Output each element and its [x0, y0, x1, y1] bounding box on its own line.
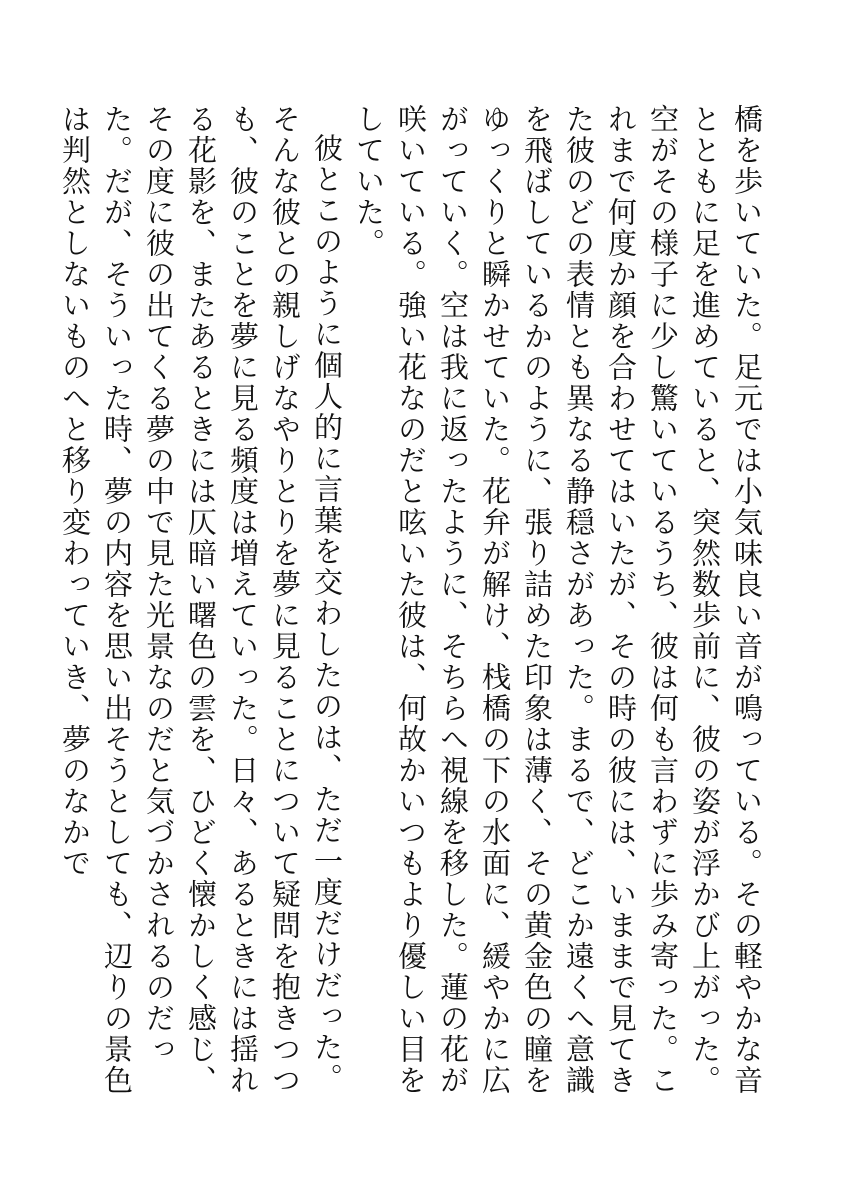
paragraph-1: 橋を歩いていた。足元では小気味良い音が鳴っている。その軽やかな音とともに足を進めていると、突然数歩前に、彼の姿が浮かび上がった。空がその様子に少し驚いているうち、彼は何も言わずに歩み寄った。これまで何度か顔を合わせてはいたが、その時の彼には、いままで見てきた彼のどの表情とも異なる静穏さがあった。まるで、どこか遠くへ意識を飛ばしているかのように、張り詰めた印象は薄く、その黄金色の瞳をゆっくりと瞬かせていた。花弁が解け、栈橋の下の水面に、緩やかに広がっていく。空は我に返ったように、そちらへ視線を移した。蓮の花が咲いている。強い花なのだと呟いた彼は、何故かいつもより優しい目をしていた。 [352, 104, 764, 1096]
vertical-text-body [54, 104, 768, 1104]
paragraph-2: 彼とこのように個人的に言葉を交わしたのは、ただ一度だけだった。そんな彼との親しげなやりとりを夢に見ることについて疑問を抱きつつも、彼のことを夢に見る頻度は増えていった。日々、あるときには揺れる花影を、またあるときには仄暗い曙色の雲を、ひどく懐かしく感じ、その度に彼の出てくる夢の中で見た光景なのだと気づかされるのだった。だが、そういった時、夢の内容を思い出そうとしても、辺りの景色は判然としないものへと移り変わっていき、夢のなかで [58, 104, 344, 1096]
